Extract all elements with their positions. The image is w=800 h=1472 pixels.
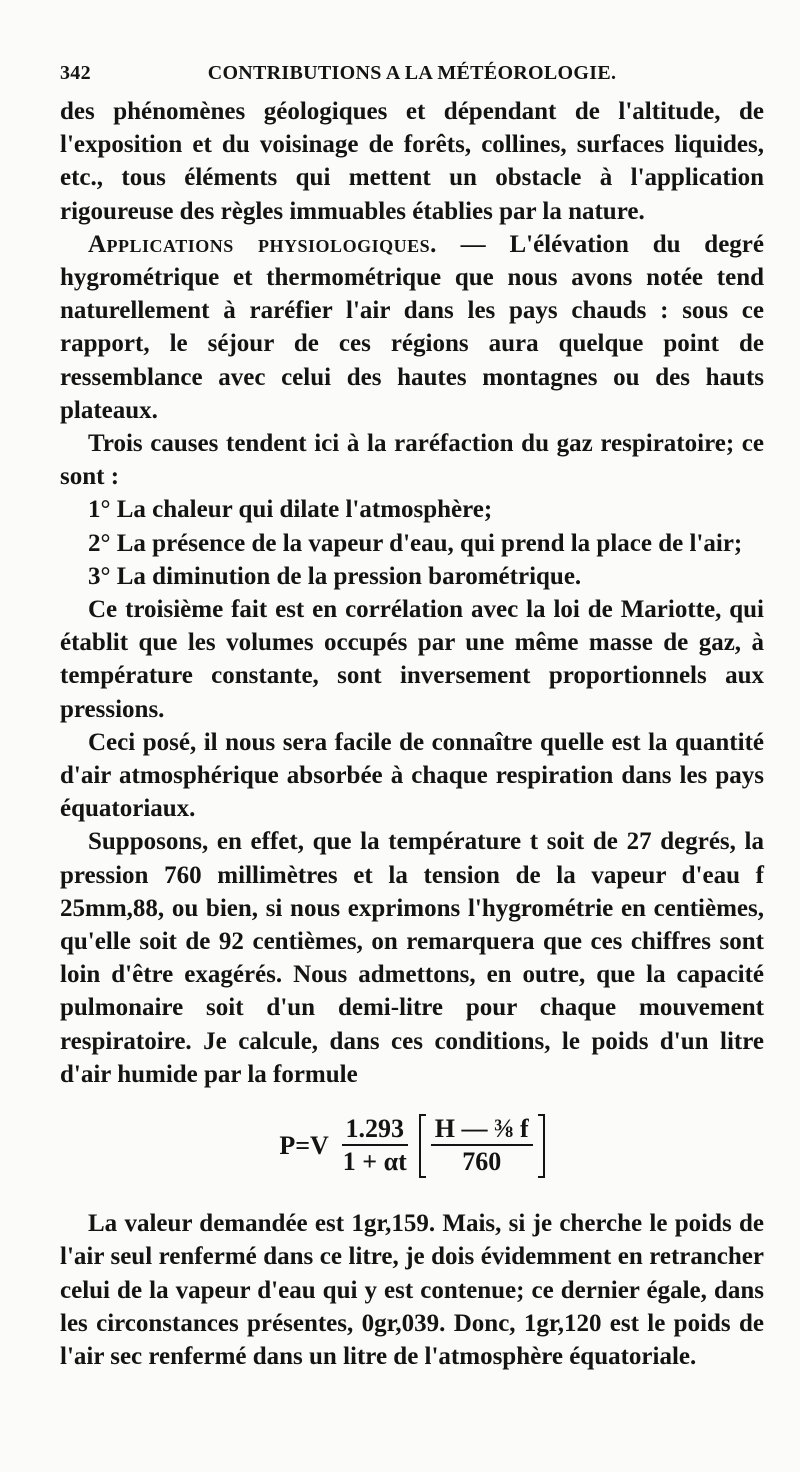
list-item: 1° La chaleur qui dilate l'atmosphère;	[88, 496, 493, 524]
paragraph: Supposons, en effet, que la température t soit de 27 degrés, la pression 760 millimètres et la tension de la vapeur d'eau f 25mm,88, ou bien, si nous exprimons l'hygrométrie en centièmes, qu'elle soit de 92 centièmes, on remarquera que ces chiffres sont loin d'être exagérés. Nous admettons, en outre, que la capacité pulmonaire soit d'un demi-litre pour chaque mouvement respiratoire. Je calcule, dans ces conditions, le poids d'un litre d'air humide par la formule	[60, 828, 764, 1088]
formula-numerator: 1.293	[342, 1114, 409, 1146]
formula-numerator: H — ⅜ f	[431, 1114, 533, 1146]
formula-denominator: 760	[462, 1147, 502, 1177]
page-header	[60, 62, 764, 85]
section-heading: Applications physiologiques.	[88, 230, 437, 258]
list-item: 3° La diminution de la pression barométrique.	[88, 562, 582, 590]
paragraph: Ceci posé, il nous sera facile de connaître quelle est la quantité d'air atmosphérique absorbée à chaque respiration dans les pays équatoriaux.	[60, 728, 764, 823]
formula-fraction-2	[431, 1114, 533, 1178]
paragraph	[60, 228, 764, 427]
formula-denominator: 1 + αt	[342, 1147, 407, 1177]
paragraph: des phénomènes géologiques et dépendant de l'altitude, de l'exposition et du voisinage de forêts, collines, surfaces liquides, etc., tous éléments qui mettent un obstacle à l'application rigoureuse des règles immuables établies par la nature.	[60, 98, 764, 225]
paragraph: Trois causes tendent ici à la raréfaction du gaz respiratoire; ce sont :	[60, 430, 764, 491]
paragraph: Ce troisième fait est en corrélation avec la loi de Mariotte, qui établit que les volumes occupés par une même masse de gaz, à température constante, sont inversement proportionnels aux pressions.	[60, 596, 764, 723]
formula	[60, 1109, 764, 1183]
formula-bracket	[419, 1114, 545, 1178]
running-title: CONTRIBUTIONS A LA MÉTÉOROLOGIE.	[207, 62, 617, 84]
formula-lhs: P=V	[279, 1131, 329, 1161]
paragraph: La valeur demandée est 1gr,159. Mais, si je cherche le poids de l'air seul renfermé dans ce litre, je dois évidemment en retrancher celui de la vapeur d'eau qui y est contenue; ce dernier égale, dans les circonstances présentes, 0gr,039. Donc, 1gr,120 est le poids de l'air sec renfermé dans un litre de l'atmosphère équatoriale.	[60, 1210, 764, 1370]
page-number: 342	[60, 62, 91, 84]
paragraph-text: — L'élévation du degré hygrométrique et thermométrique que nous avons notée tend naturellement à raréfier l'air dans les pays chauds : sous ce rapport, le séjour de ces régions aura quelque point de ressemblance avec celui des hautes montagnes ou des hauts plateaux.	[60, 230, 765, 424]
formula-fraction-1	[339, 1114, 411, 1178]
list-item: 2° La présence de la vapeur d'eau, qui prend la place de l'air;	[88, 529, 743, 557]
body-text	[60, 95, 764, 1373]
